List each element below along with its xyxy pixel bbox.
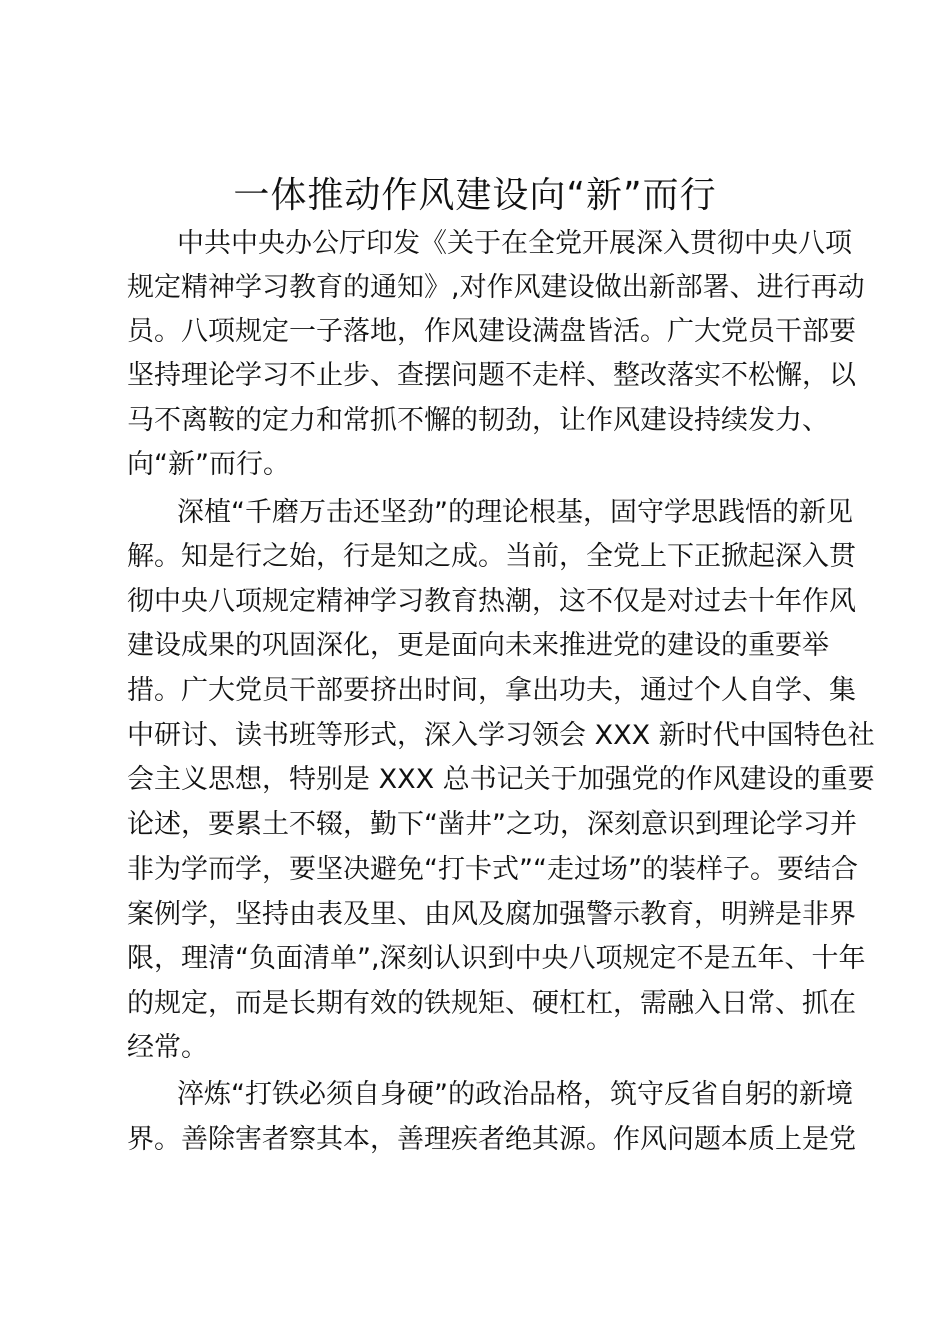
paragraph-2-line-9: 非为学而学，要坚决避免“打卡式”“走过场”的装样子。要结合 xyxy=(127,854,858,885)
paragraph-3-line-2: 界。善除害者察其本，善理疾者绝其源。作风问题本质上是党 xyxy=(127,1124,856,1155)
paragraph-2-line-10: 案例学，坚持由表及里、由风及腐加强警示教育，明辨是非界 xyxy=(127,899,856,930)
paragraph-2-line-11: 限，理清“负面清单”,深刻认识到中央八项规定不是五年、十年 xyxy=(127,943,866,974)
paragraph-2-line-1: 深植“千磨万击还坚劲”的理论根基，固守学思践悟的新见 xyxy=(177,497,853,528)
paragraph-3-line-1: 淬炼“打铁必须自身硬”的政治品格，筑守反省自躬的新境 xyxy=(177,1079,853,1110)
paragraph-2-line-6: 中研讨、读书班等形式，深入学习领会 XXX 新时代中国特色社 xyxy=(127,720,875,751)
paragraph-2-line-13: 经常。 xyxy=(127,1032,208,1063)
paragraph-2-line-5: 措。广大党员干部要挤出时间，拿出功夫，通过个人自学、集 xyxy=(127,675,856,706)
paragraph-2-line-7: 会主义思想，特别是 XXX 总书记关于加强党的作风建设的重要 xyxy=(127,764,875,795)
document-title: 一体推动作风建设向“新”而行 xyxy=(233,175,717,216)
paragraph-2-line-3: 彻中央八项规定精神学习教育热潮，这不仅是对过去十年作风 xyxy=(127,586,856,617)
paragraph-1-line-4: 坚持理论学习不止步、查摆问题不走样、整改落实不松懈，以 xyxy=(127,360,856,391)
paragraph-1-line-5: 马不离鞍的定力和常抓不懈的韧劲，让作风建设持续发力、 xyxy=(127,405,829,436)
paragraph-1-line-2: 规定精神学习教育的通知》,对作风建设做出新部署、进行再动 xyxy=(127,272,865,303)
paragraph-2-line-8: 论述，要累土不辍，勤下“凿井”之功，深刻意识到理论学习并 xyxy=(127,809,857,840)
paragraph-1-line-1: 中共中央办公厅印发《关于在全党开展深入贯彻中央八项 xyxy=(177,228,852,259)
paragraph-2-line-12: 的规定，而是长期有效的铁规矩、硬杠杠，需融入日常、抓在 xyxy=(127,988,856,1019)
paragraph-1-line-6: 向“新”而行。 xyxy=(127,449,290,480)
paragraph-2-line-2: 解。知是行之始，行是知之成。当前，全党上下正掀起深入贯 xyxy=(127,541,856,572)
paragraph-1-line-3: 员。八项规定一子落地，作风建设满盘皆活。广大党员干部要 xyxy=(127,316,856,347)
paragraph-2-line-4: 建设成果的巩固深化，更是面向未来推进党的建设的重要举 xyxy=(127,630,829,661)
